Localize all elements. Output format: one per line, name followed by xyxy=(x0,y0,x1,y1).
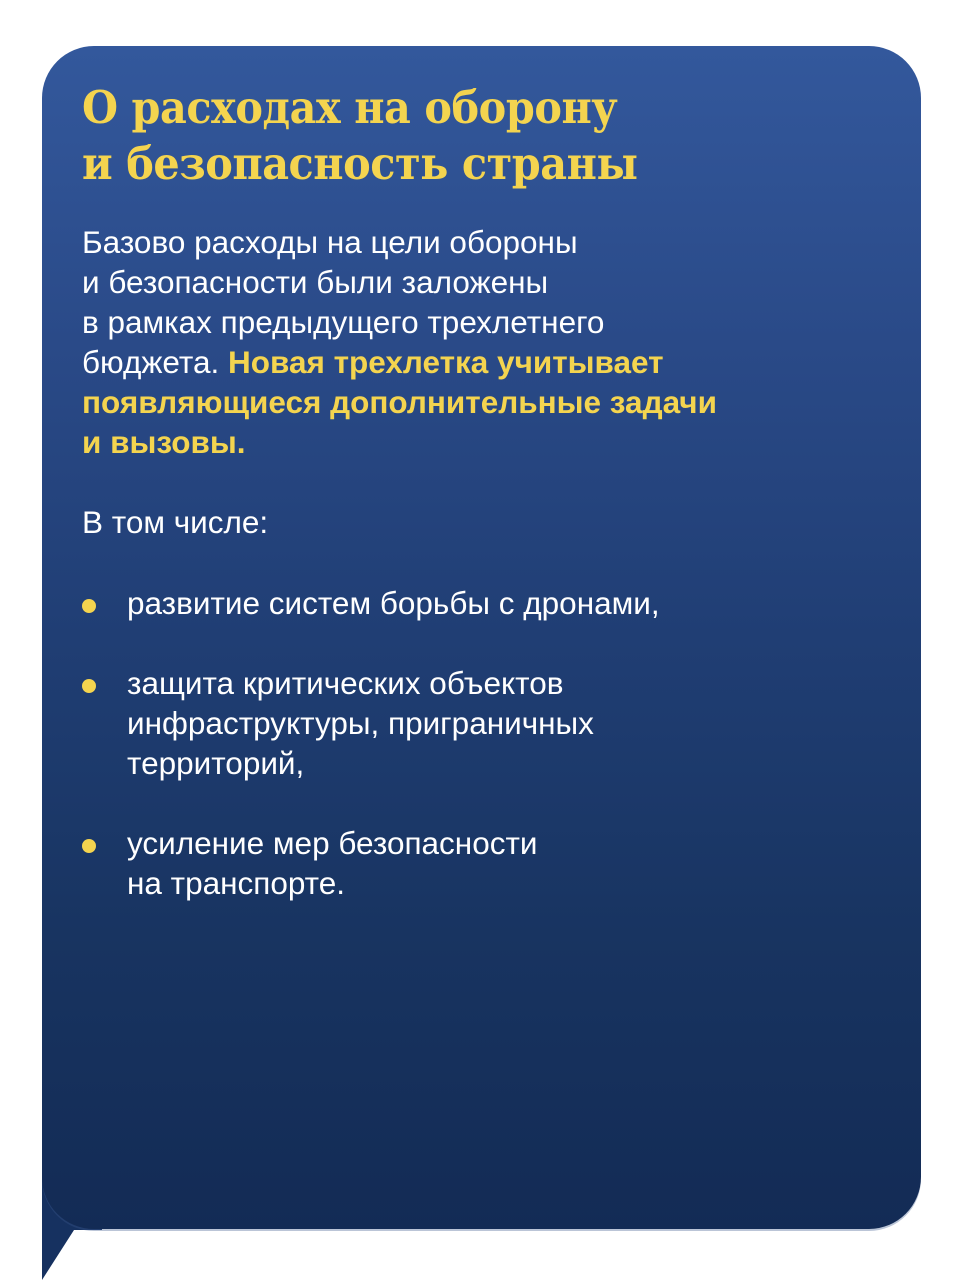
bullet-3-line-2: на транспорте. xyxy=(127,865,346,901)
yellow-dot-icon xyxy=(82,599,96,613)
yellow-dot-icon xyxy=(82,679,96,693)
bullet-2-line-1: защита критических объектов xyxy=(127,665,564,701)
paragraph-highlight-1: Новая трехлетка учитывает xyxy=(228,344,664,380)
paragraph-line-4 xyxy=(82,342,882,382)
bullet-2-line-3: территорий, xyxy=(127,745,305,781)
paragraph-line-3: в рамках предыдущего трехлетнего xyxy=(82,304,605,340)
paragraph-line-2: и безопасности были заложены xyxy=(82,264,549,300)
list-item xyxy=(82,823,537,903)
body-paragraph xyxy=(82,222,882,462)
list-item xyxy=(82,583,660,623)
list-item xyxy=(82,663,594,783)
bullet-3-line-1: усиление мер безопасности xyxy=(127,825,538,861)
yellow-dot-icon xyxy=(82,839,96,853)
title-line-1: О расходах на оборону xyxy=(82,81,618,134)
paragraph-highlight-2: появляющиеся дополнительные задачи xyxy=(82,384,717,420)
paragraph-highlight-3: и вызовы. xyxy=(82,424,246,460)
bullet-2-line-2: инфраструктуры, приграничных xyxy=(127,705,594,741)
list-intro: В том числе: xyxy=(82,504,269,540)
bullet-1-line-1: развитие систем борьбы с дронами, xyxy=(127,585,660,621)
card-title xyxy=(82,80,638,192)
title-line-2: и безопасность страны xyxy=(82,137,638,190)
paragraph-line-1: Базово расходы на цели обороны xyxy=(82,224,578,260)
paragraph-plain-end: бюджета. xyxy=(82,344,220,380)
